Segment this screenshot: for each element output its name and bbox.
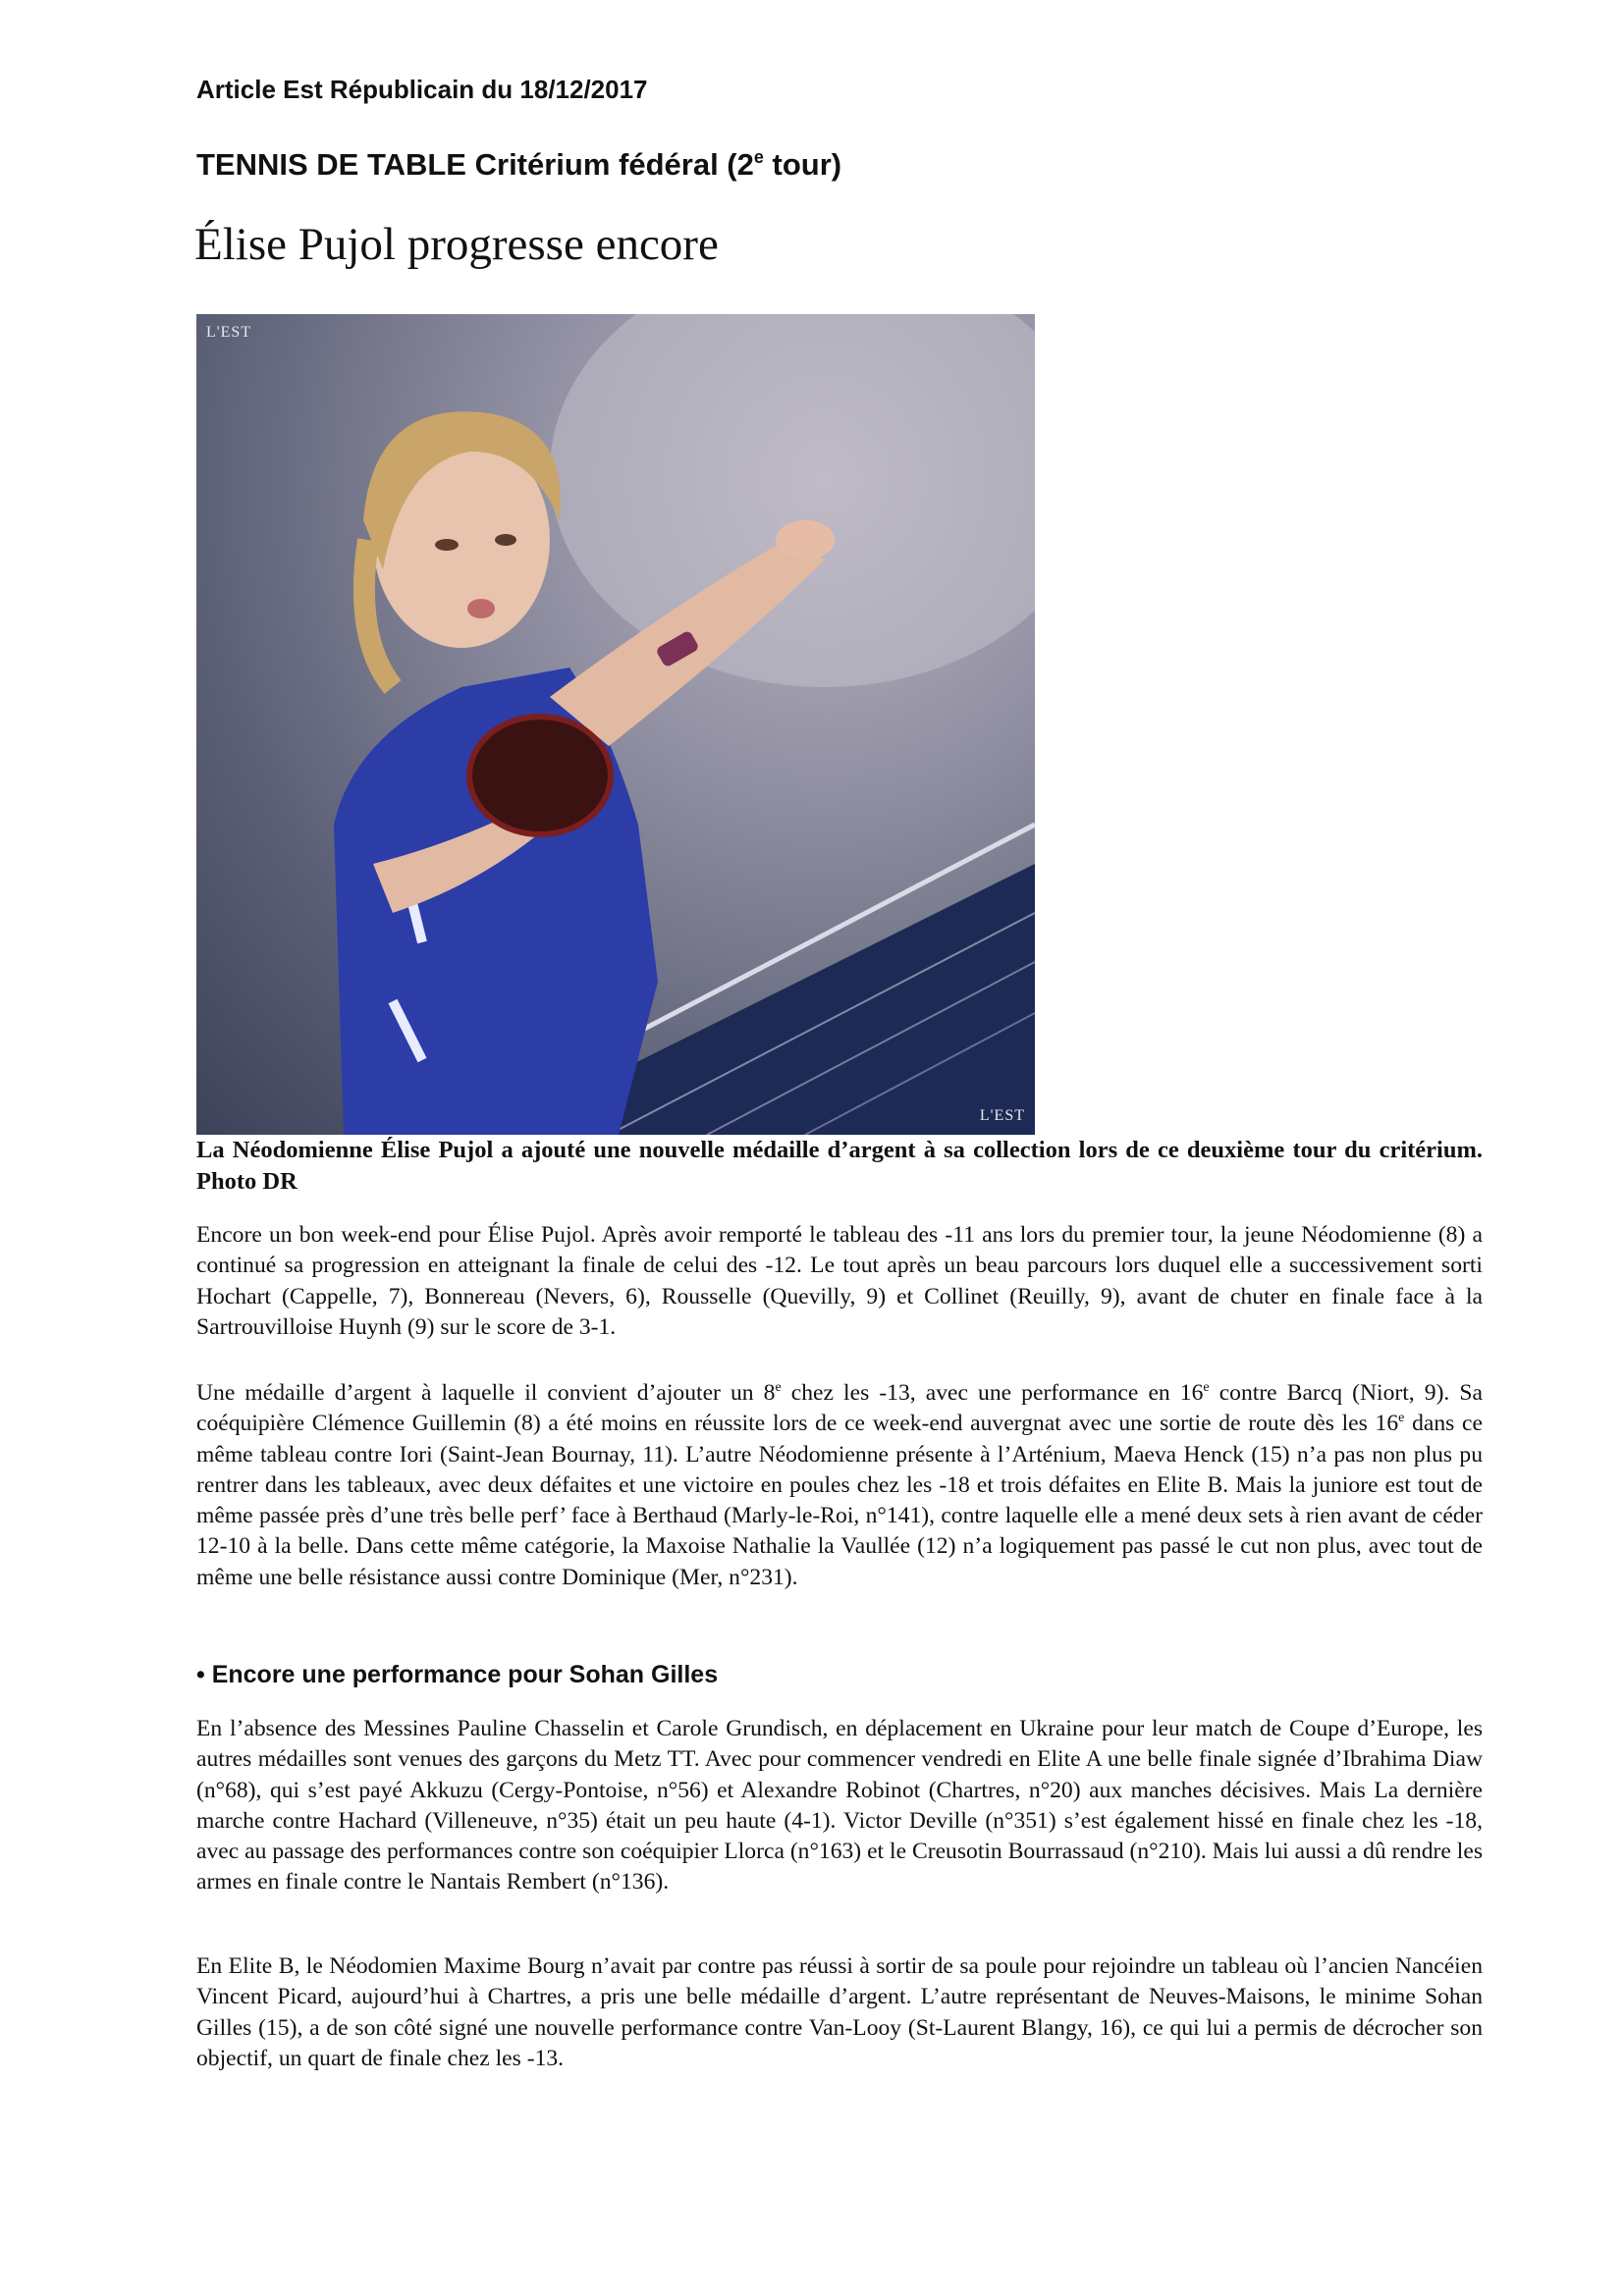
ordinal-superscript: e xyxy=(1203,1380,1210,1395)
paragraph-2-text: Une médaille d’argent à laquelle il convient d’ajouter un 8 xyxy=(196,1380,776,1406)
ordinal-superscript: e xyxy=(1398,1411,1405,1426)
article-title: Élise Pujol progresse encore xyxy=(194,219,719,270)
player-illustration xyxy=(196,314,1035,1135)
paragraph-4: En Elite B, le Néodomien Maxime Bourg n’avait par contre pas réussi à sortir de sa poule pour rejoindre un tableau où l’ancien Nancéien Vincent Picard, aujourd’hui à Chartres, a pris une belle médaille d’argent. L’autre représentant de Neuves-Maisons, le minime Sohan Gilles (15), a de son côté signé une nouvelle performance contre Van-Looy (St-Laurent Blangy, 16), ce qui lui a permis de décrocher son objectif, un quart de finale chez les -13. xyxy=(196,1953,1483,2071)
event-label-end: tour) xyxy=(763,147,842,182)
photo-watermark-bottom: L'EST xyxy=(979,1107,1025,1124)
section-heading xyxy=(196,147,841,183)
article-photo xyxy=(196,314,1035,1135)
event-superscript: e xyxy=(753,147,764,167)
paragraph-2-text: contre Barcq (Niort, 9). Sa coéquipière Clémence Guillemin (8) a été moins en réussite lors de ce week-end auvergnat avec une sortie de route dès les 16 xyxy=(196,1380,1483,1437)
paragraph-2-text: dans ce même tableau contre Iori (Saint-Jean Bournay, 11). L’autre Néodomienne présente à l’Arténium, Maeva Henck (15) n’a pas non plus pu rentrer dans les tableaux, avec deux défaites et une victoire en poules chez les -18 et trois défaites en Elite B. Mais la juniore est tout de même passée près d’une très belle perf’ face à Berthaud (Marly-le-Roi, n°141), contre laquelle elle a mené deux sets à rien avant de céder 12-10 à la belle. Dans cette même catégorie, la Maxoise Nathalie la Vaullée (12) n’a logiquement pas passé le cut non plus, avec tout de même une belle résistance aussi contre Dominique (Mer, n°231). xyxy=(196,1411,1483,1590)
paragraph-2-text: chez les -13, avec une performance en 16 xyxy=(781,1380,1204,1406)
photo-caption: La Néodomienne Élise Pujol a ajouté une nouvelle médaille d’argent à sa collection lors de ce deuxième tour du critérium. Photo DR xyxy=(196,1137,1483,1195)
paragraph-3: En l’absence des Messines Pauline Chasselin et Carole Grundisch, en déplacement en Ukraine pour leur match de Coupe d’Europe, les autres médailles sont venues des garçons du Metz TT. Avec pour commencer vendredi en Elite A une belle finale signée d’Ibrahima Diaw (n°68), qui s’est payé Akkuzu (Cergy-Pontoise, n°56) et Alexandre Robinot (Chartres, n°20) aux manches décisives. Mais La dernière marche contre Hachard (Villeneuve, n°35) était un peu haute (4-1). Victor Deville (n°351) s’est également hissé en finale chez les -18, avec au passage des performances contre son coéquipier Llorca (n°163) et le Creusotin Bourrassaud (n°210). Mais lui aussi a dû rendre les armes en finale contre le Nantais Rembert (n°136). xyxy=(196,1716,1483,1896)
event-label: Critérium fédéral (2 xyxy=(466,147,754,182)
section-subheading: • Encore une performance pour Sohan Gilles xyxy=(196,1661,719,1688)
paragraph-2 xyxy=(196,1378,1483,1593)
paragraph-1: Encore un bon week-end pour Élise Pujol. Après avoir remporté le tableau des -11 ans lors du premier tour, la jeune Néodomienne (8) a continué sa progression en atteignant la finale de celui des -12. Le tout après un beau parcours lors duquel elle a successivement sorti Hochart (Cappelle, 7), Bonnereau (Nevers, 6), Rousselle (Quevilly, 9) et Collinet (Reuilly, 9), avant de chuter en finale face à la Sartrouvilloise Huynh (9) sur le score de 3-1. xyxy=(196,1222,1483,1340)
source-line: Article Est Républicain du 18/12/2017 xyxy=(196,75,648,104)
sport-label: TENNIS DE TABLE xyxy=(196,147,466,182)
photo-watermark-top: L'EST xyxy=(206,324,252,341)
ordinal-superscript: e xyxy=(775,1380,782,1395)
